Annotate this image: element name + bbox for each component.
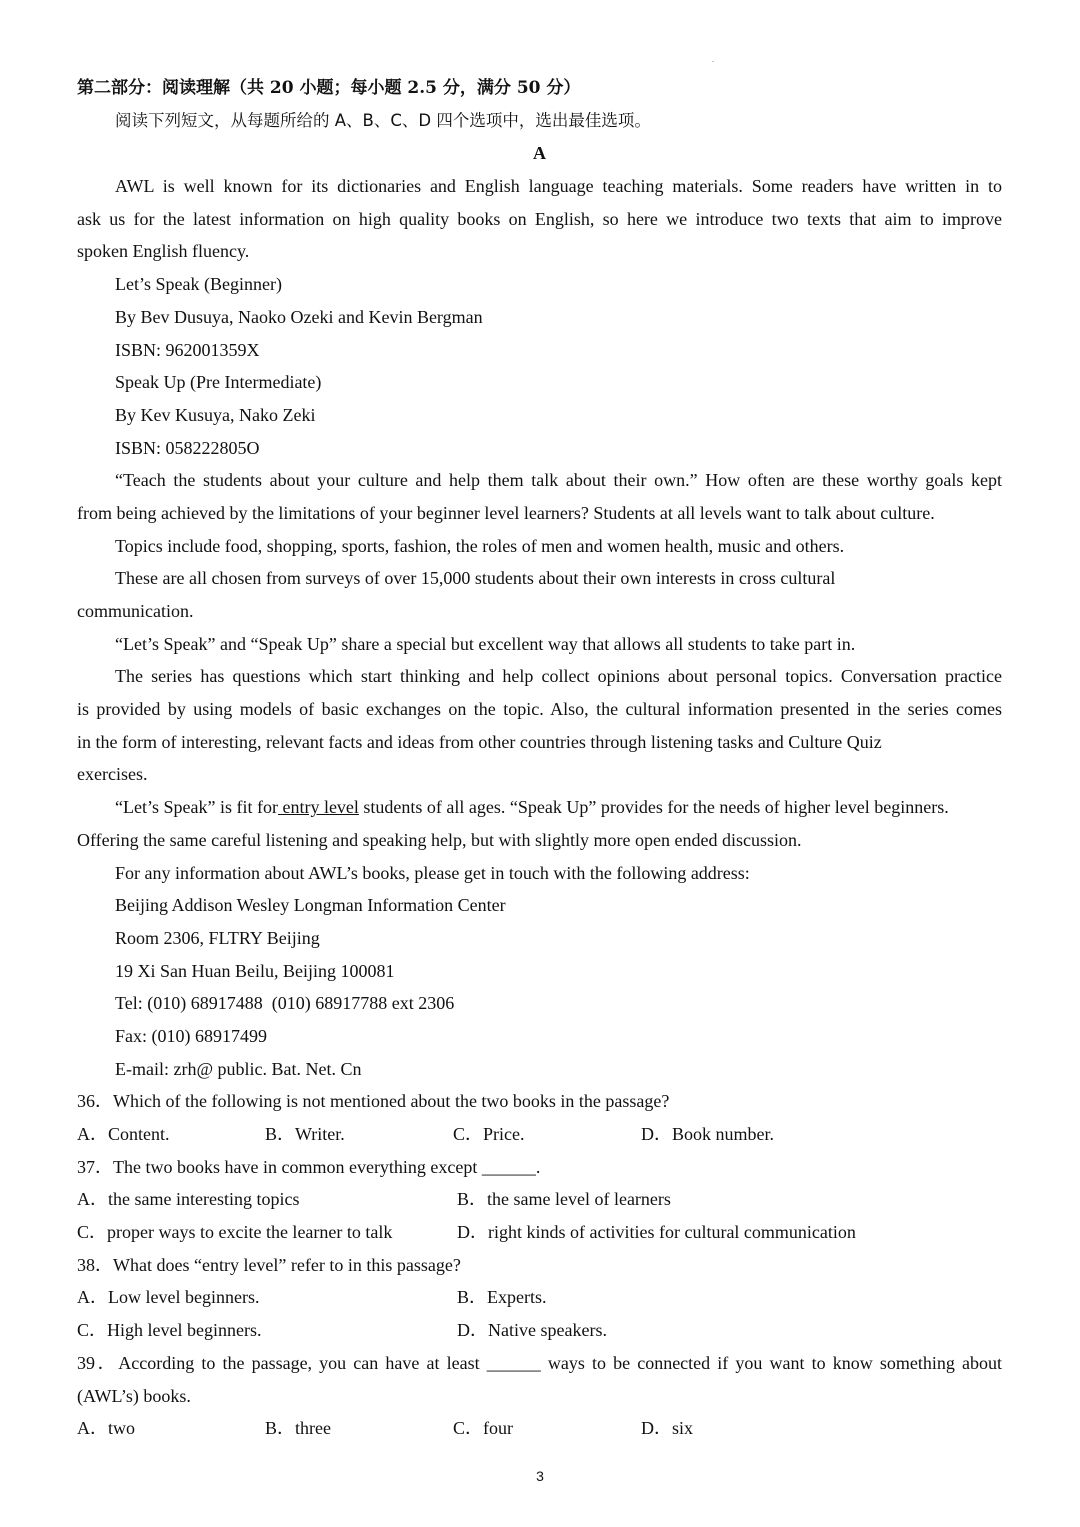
book-authors: By Bev Dusuya, Naoko Ozeki and Kevin Bergman [115, 306, 483, 327]
question-options [77, 1216, 1002, 1249]
contact-fax: Fax: (010) 68917499 [115, 1025, 267, 1046]
option-b: B．three [265, 1418, 331, 1439]
book-title: Let’s Speak (Beginner) [115, 274, 282, 295]
book-title: Speak Up (Pre Intermediate) [115, 372, 322, 393]
question-stem: 39．According to the passage, you can have at least ______ ways to be connected if you want to know something about [77, 1352, 1002, 1373]
question-39 [77, 1347, 1002, 1445]
option-b: B．the same level of learners [457, 1189, 671, 1210]
fit-paragraph: “Let’s Speak” is fit for entry level students of all ages. “Speak Up” provides for the needs of higher level beginners. Offering the same careful listening and speaking help, but with slightly more open ended discussion. [77, 797, 949, 850]
option-c: C．Price. [453, 1124, 525, 1144]
question-options [77, 1412, 1002, 1445]
option-a: A．Content. [77, 1124, 170, 1144]
share-paragraph: “Let’s Speak” and “Speak Up” share a special but excellent way that allows all students to take part in. [115, 633, 856, 654]
option-d: D．Native speakers. [457, 1320, 607, 1341]
contact-email: E-mail: zrh@ public. Bat. Net. Cn [115, 1058, 362, 1079]
option-c: C．High level beginners. [77, 1320, 262, 1341]
page-number: 3 [536, 1468, 544, 1484]
question-options [77, 1183, 1002, 1216]
option-a: A．two [77, 1418, 135, 1439]
option-a: A．the same interesting topics [77, 1189, 300, 1210]
question-38 [77, 1249, 1002, 1347]
question-stem: 38．What does “entry level” refer to in this passage? [77, 1254, 461, 1275]
contact-intro: For any information about AWL’s books, please get in touch with the following address: [115, 862, 750, 883]
series-paragraph: The series has questions which start thinking and help collect opinions about personal topics. Conversation practice is provided by using models of basic exchanges on the topic. Also, the cultural information presented in the series comes in the form of interesting, relevant facts and ideas from other countries through listening tasks and Culture Quiz exercises. [77, 666, 1002, 785]
question-options [77, 1314, 1002, 1347]
exam-page [77, 72, 1002, 1445]
surveys-paragraph: These are all chosen from surveys of over 15,000 students about their own interests in cross cultural communication. [77, 568, 836, 621]
contact-address: Beijing Addison Wesley Longman Information Center Room 2306, FLTRY Beijing 19 Xi San Huan Beilu, Beijing 100081 Tel: (010) 68917488 (010) 68917788 ext 2306 Fax: (010) 68917499 E-mail: zrh@ public. Bat. Net. Cn [77, 889, 1002, 1085]
book-isbn: ISBN: 962001359X [115, 339, 260, 360]
option-c: C．proper ways to excite the learner to talk [77, 1222, 393, 1243]
option-b: B．Experts. [457, 1287, 547, 1308]
section-heading: 第二部分：阅读理解（共 20 小题；每小题 2.5 分，满分 50 分） [77, 78, 581, 98]
contact-tel: Tel: (010) 68917488 (010) 68917788 ext 2306 [115, 993, 455, 1014]
topics-paragraph: Topics include food, shopping, sports, fashion, the roles of men and women health, music and others. [115, 535, 845, 556]
book-lets-speak [77, 268, 1002, 366]
culture-paragraph: “Teach the students about your culture and help them talk about their own.” How often are these worthy goals kept from being achieved by the limitations of your beginner level learners? Students at all levels want to talk about culture. [77, 470, 1002, 523]
option-a: A．Low level beginners. [77, 1287, 260, 1308]
question-stem-cont: (AWL’s) books. [77, 1385, 191, 1406]
instruction: 阅读下列短文，从每题所给的 A、B、C、D 四个选项中，选出最佳选项。 [115, 110, 651, 130]
question-options [77, 1118, 1002, 1151]
book-speak-up [77, 366, 1002, 464]
scan-mark: . [712, 55, 714, 64]
question-stem: 36．Which of the following is not mentioned about the two books in the passage? [77, 1091, 670, 1112]
option-d: D．Book number. [641, 1124, 774, 1144]
question-stem: 37．The two books have in common everything except ______. [77, 1156, 541, 1177]
question-36 [77, 1085, 1002, 1150]
question-37 [77, 1151, 1002, 1249]
entry-level-underlined: entry level [277, 797, 359, 818]
option-d: D．six [641, 1418, 694, 1439]
book-authors: By Kev Kusuya, Nako Zeki [115, 404, 316, 425]
question-options [77, 1281, 1002, 1314]
book-isbn: ISBN: 058222805O [115, 437, 260, 458]
passage-label: A [533, 143, 546, 164]
option-c: C．four [453, 1418, 513, 1439]
option-d: D．right kinds of activities for cultural communication [457, 1222, 856, 1243]
option-b: B．Writer. [265, 1124, 345, 1144]
intro-paragraph: AWL is well known for its dictionaries and English language teaching materials. Some readers have written in to ask us for the latest information on high quality books on English, so here we introduce two texts that aim to improve spoken English fluency. [77, 176, 1002, 262]
